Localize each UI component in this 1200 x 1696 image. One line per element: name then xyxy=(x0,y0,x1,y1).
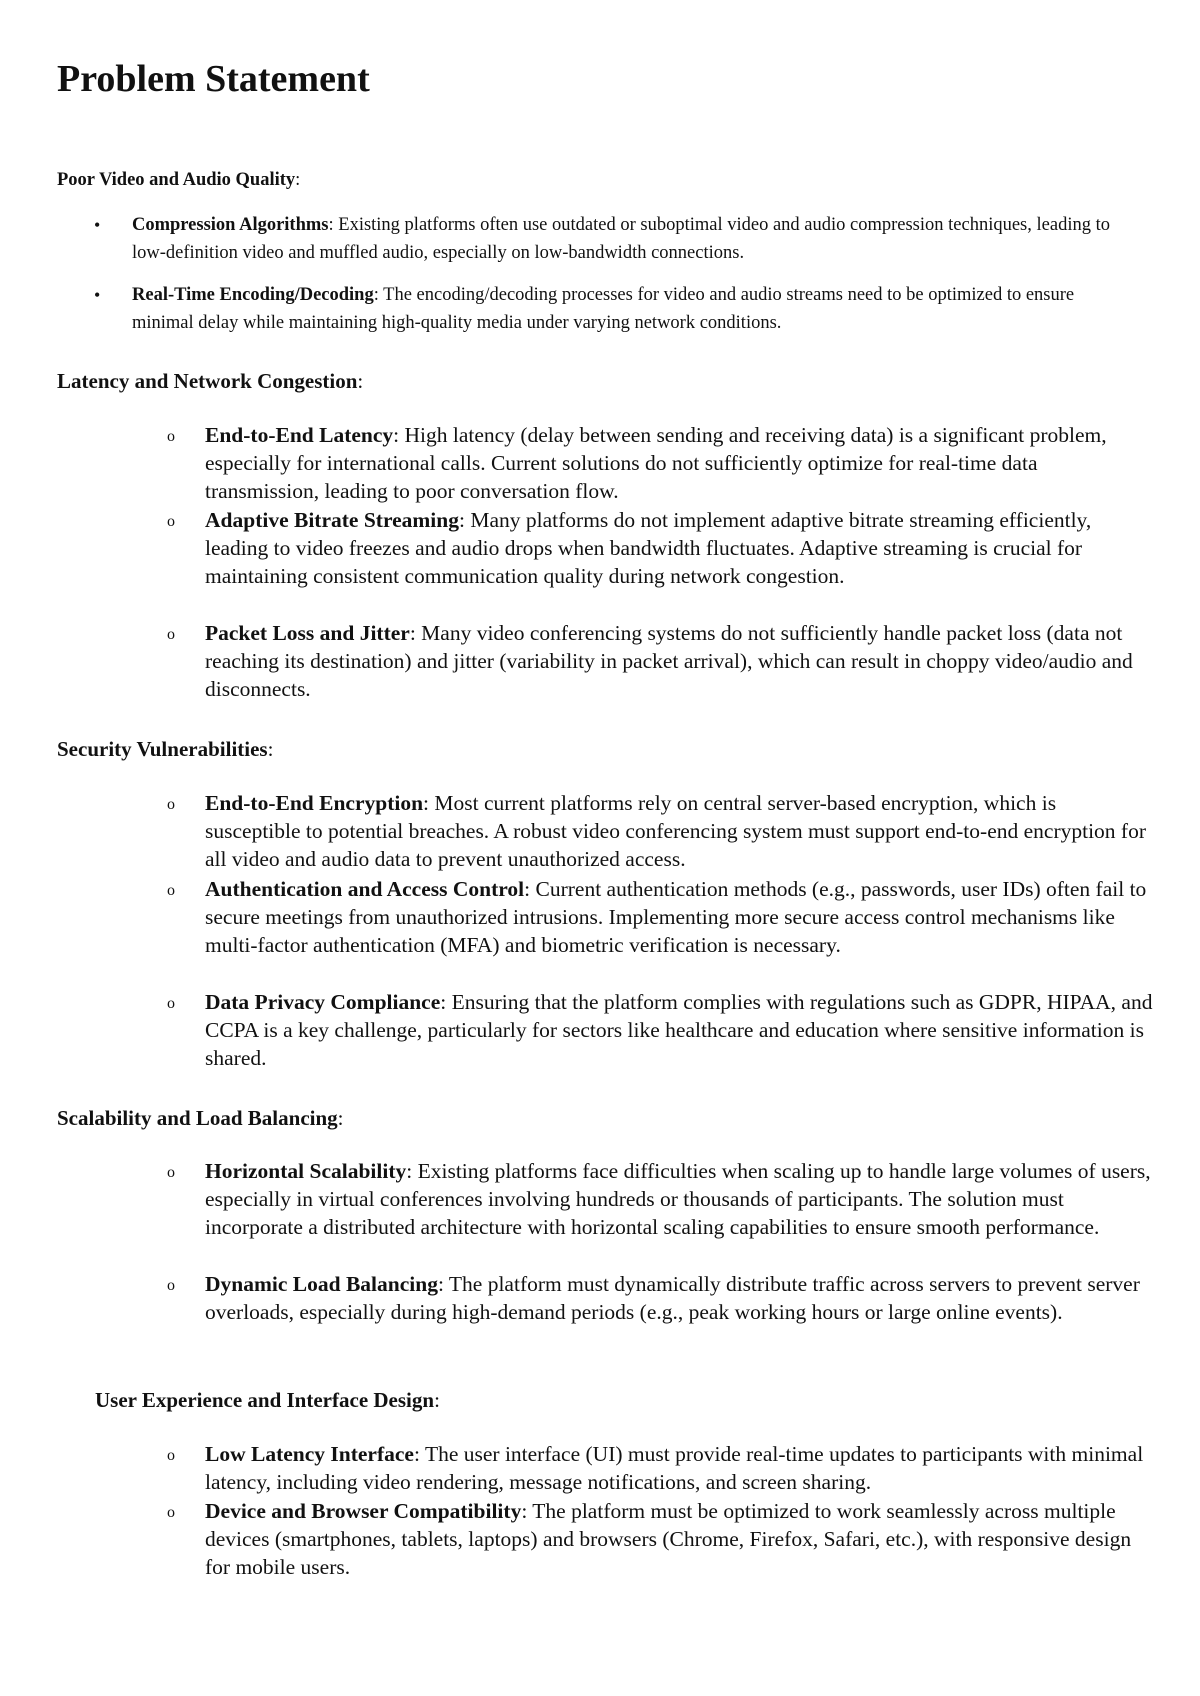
circle-marker: o xyxy=(167,995,175,1012)
item-term: End-to-End Encryption xyxy=(205,791,424,815)
item-text: : Most current platforms rely on central server-based encryption, which is susceptible to potential breaches. A robust video conferencing system must support end-to-end encryption for all video and audio data to prevent unauthorized access. xyxy=(205,791,1146,871)
list-item xyxy=(94,281,1132,337)
list-item xyxy=(167,506,1155,590)
list-item xyxy=(167,1157,1155,1241)
item-text: : The user interface (UI) must provide real-time updates to participants with minimal latency, including video rendering, message notifications, and screen sharing. xyxy=(205,1442,1144,1494)
item-text: : Existing platforms often use outdated or suboptimal video and audio compression techniques, leading to low-definition video and muffled audio, especially on low-bandwidth connections. xyxy=(132,215,1110,263)
heading-colon: : xyxy=(337,1106,344,1130)
item-text: : Existing platforms face difficulties when scaling up to handle large volumes of users, especially in virtual conferences involving hundreds or thousands of participants. The solution must incorporate a distributed architecture with horizontal scaling capabilities to ensure smooth performance. xyxy=(205,1159,1151,1239)
item-term: Packet Loss and Jitter xyxy=(205,621,410,645)
item-text: : High latency (delay between sending and receiving data) is a significant problem, especially for international calls. Current solutions do not sufficiently optimize for real-time data transmission, leading to poor conversation flow. xyxy=(205,423,1107,503)
item-term: Authentication and Access Control xyxy=(205,877,525,901)
list-item xyxy=(167,1440,1155,1496)
list-item xyxy=(167,1270,1155,1326)
item-term: Adaptive Bitrate Streaming xyxy=(205,508,459,532)
section-heading-text: User Experience and Interface Design xyxy=(95,1388,435,1412)
section-heading-video-audio-quality xyxy=(57,166,300,194)
item-term: Device and Browser Compatibility xyxy=(205,1499,522,1523)
list-item xyxy=(167,1497,1155,1581)
list-item xyxy=(167,619,1155,703)
section-heading-text: Poor Video and Audio Quality xyxy=(57,170,296,190)
item-term: Real-Time Encoding/Decoding xyxy=(132,285,374,305)
circle-marker: o xyxy=(167,1447,175,1464)
circle-marker: o xyxy=(167,796,175,813)
item-term: End-to-End Latency xyxy=(205,423,394,447)
bullet-marker: • xyxy=(94,215,101,235)
list-item xyxy=(94,211,1132,267)
item-text: : The encoding/decoding processes for video and audio streams need to be optimized to ensure minimal delay while maintaining high-quality media under varying network conditions. xyxy=(132,285,1075,333)
list-item xyxy=(167,789,1155,873)
section-heading-security xyxy=(57,735,273,763)
heading-colon: : xyxy=(434,1388,440,1412)
section-heading-text: Security Vulnerabilities xyxy=(57,737,268,761)
item-term: Data Privacy Compliance xyxy=(205,990,441,1014)
section-heading-scalability xyxy=(57,1104,344,1132)
circle-marker: o xyxy=(167,513,175,530)
item-text: : Current authentication methods (e.g., passwords, user IDs) often fail to secure meetings from unauthorized intrusions. Implementing more secure access control mechanisms like multi-factor authentication (MFA) and biometric verification is necessary. xyxy=(205,877,1147,957)
item-term: Low Latency Interface xyxy=(205,1442,414,1466)
heading-colon: : xyxy=(357,369,364,393)
section-heading-text: Latency and Network Congestion xyxy=(57,369,358,393)
bullet-marker: • xyxy=(94,285,101,305)
circle-marker: o xyxy=(167,428,175,445)
list-item xyxy=(167,421,1155,505)
item-term: Dynamic Load Balancing xyxy=(205,1272,438,1296)
circle-marker: o xyxy=(167,882,175,899)
section-heading-user-experience xyxy=(95,1386,440,1414)
item-term: Horizontal Scalability xyxy=(205,1159,407,1183)
circle-marker: o xyxy=(167,626,175,643)
item-text: : The platform must be optimized to work seamlessly across multiple devices (smartphones, tablets, laptops) and browsers (Chrome, Firefox, Safari, etc.), with responsive design for mobile users. xyxy=(205,1499,1132,1579)
circle-marker: o xyxy=(167,1504,175,1521)
section-heading-latency xyxy=(57,367,363,395)
item-text: : The platform must dynamically distribute traffic across servers to prevent server overloads, especially during high-demand periods (e.g., peak working hours or large online events). xyxy=(205,1272,1140,1324)
list-item xyxy=(167,875,1155,959)
heading-colon: : xyxy=(295,170,301,190)
item-text: : Ensuring that the platform complies with regulations such as GDPR, HIPAA, and CCPA is a key challenge, particularly for sectors like healthcare and education where sensitive information is shared. xyxy=(205,990,1153,1070)
heading-colon: : xyxy=(267,737,274,761)
circle-marker: o xyxy=(167,1277,175,1294)
item-term: Compression Algorithms xyxy=(132,215,329,235)
item-text: : Many platforms do not implement adaptive bitrate streaming efficiently, leading to video freezes and audio drops when bandwidth fluctuates. Adaptive streaming is crucial for maintaining consistent communication quality during network congestion. xyxy=(205,508,1092,588)
circle-marker: o xyxy=(167,1164,175,1181)
item-text: : Many video conferencing systems do not sufficiently handle packet loss (data not reaching its destination) and jitter (variability in packet arrival), which can result in choppy video/audio and disconnects. xyxy=(205,621,1133,701)
page-title: Problem Statement xyxy=(57,58,370,100)
section-heading-text: Scalability and Load Balancing xyxy=(57,1106,338,1130)
list-item xyxy=(167,988,1155,1072)
